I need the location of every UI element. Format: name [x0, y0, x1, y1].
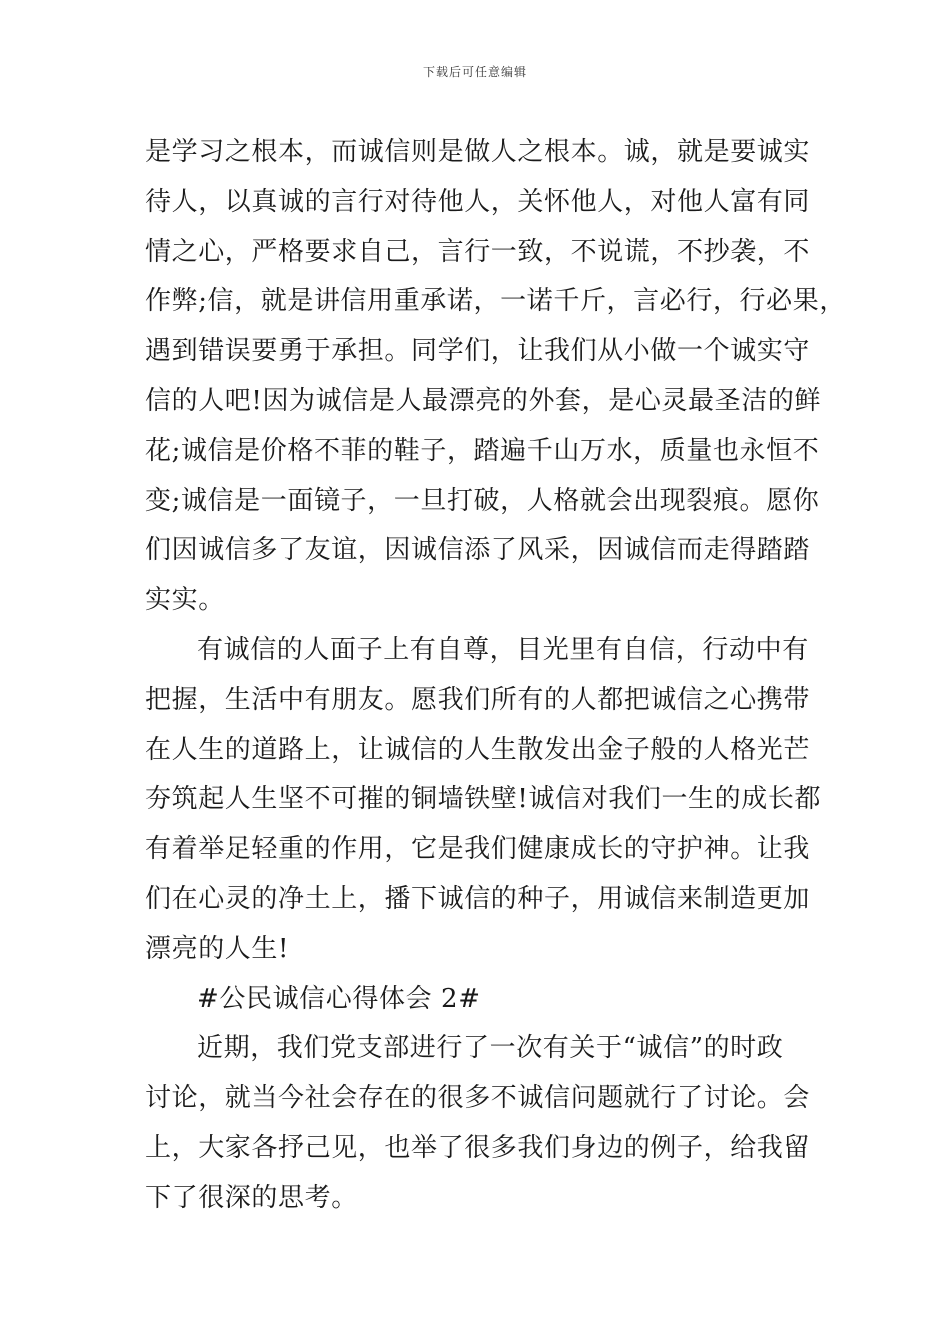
page-header-note: 下载后可任意编辑 [422, 65, 527, 79]
text-line: 花;诚信是价格不菲的鞋子，踏遍千山万水，质量也永恒不 [145, 435, 820, 466]
text-line: 有着举足轻重的作用，它是我们健康成长的守护神。让我 [145, 834, 811, 865]
text-line: 是学习之根本，而诚信则是做人之根本。诚，就是要诚实 [145, 137, 811, 167]
document-body [145, 128, 846, 1224]
text-line: 在人生的道路上，让诚信的人生散发出金子般的人格光芒 [145, 734, 811, 765]
paragraph-start-line: 近期，我们党支部进行了一次有关于“诚信”的时政 [197, 1033, 784, 1064]
text-line: 漂亮的人生! [145, 933, 290, 964]
text-line: 下了很深的思考。 [145, 1182, 358, 1213]
text-line: 情之心，严格要求自己，言行一致，不说谎，不抄袭，不 [145, 236, 811, 267]
text-line: 遇到错误要勇于承担。同学们，让我们从小做一个诚实守 [145, 336, 811, 367]
text-line: 夯筑起人生坚不可摧的铜墙铁壁!诚信对我们一生的成长都 [145, 784, 822, 815]
paragraph-start-line: 有诚信的人面子上有自尊，目光里有自信，行动中有 [197, 634, 809, 665]
text-line: 们在心灵的净土上，播下诚信的种子，用诚信来制造更加 [145, 883, 811, 914]
section-heading: #公民诚信心得体会 2# [197, 983, 481, 1014]
text-line: 把握，生活中有朋友。愿我们所有的人都把诚信之心携带 [145, 684, 811, 715]
text-line: 们因诚信多了友谊，因诚信添了风采，因诚信而走得踏踏 [145, 535, 811, 566]
text-line: 待人，以真诚的言行对待他人，关怀他人，对他人富有同 [145, 186, 811, 217]
text-line: 作弊;信，就是讲信用重承诺，一诺千斤，言必行，行必果， [145, 286, 846, 317]
text-line: 上，大家各抒己见，也举了很多我们身边的例子，给我留 [145, 1132, 811, 1163]
text-line: 讨论，就当今社会存在的很多不诚信问题就行了讨论。会 [145, 1083, 811, 1114]
text-line: 实实。 [145, 585, 225, 616]
text-line: 信的人吧!因为诚信是人最漂亮的外套，是心灵最圣洁的鲜 [145, 385, 822, 416]
text-line: 变;诚信是一面镜子，一旦打破，人格就会出现裂痕。愿你 [145, 485, 820, 516]
